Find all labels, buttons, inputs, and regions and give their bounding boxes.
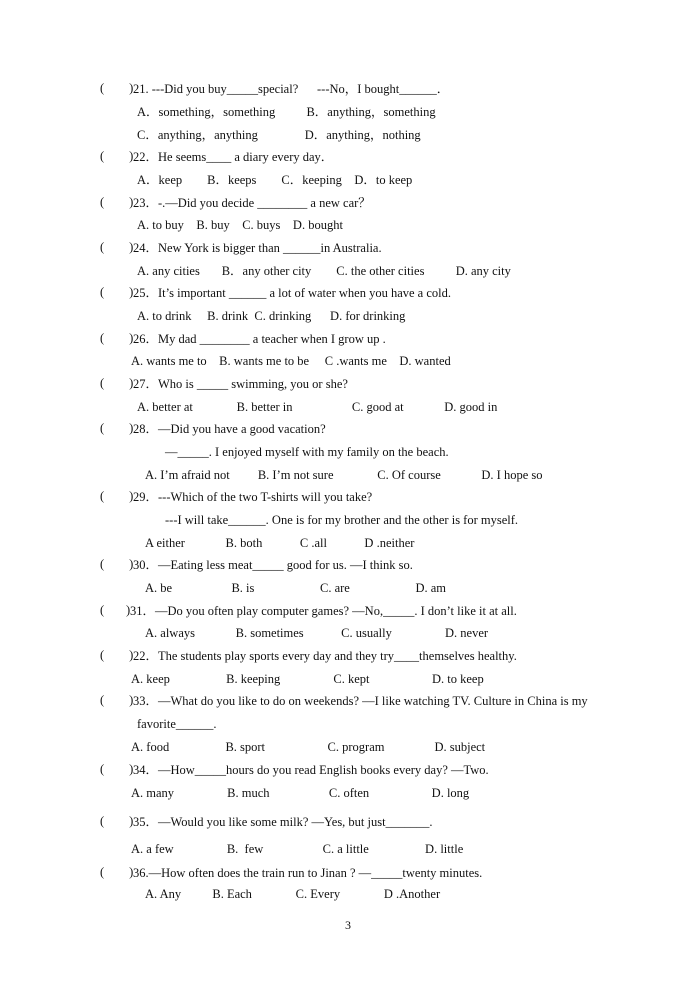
question-stem-28: 28．—Did you have a good vacation?: [133, 422, 326, 436]
answer-paren: ( ): [100, 149, 134, 163]
answer-paren: ( ): [100, 603, 131, 617]
question-continuation: favorite______.: [137, 717, 217, 731]
question-options: A．something，something B．anything，something: [137, 105, 436, 119]
question-stem-22b: 22．The students play sports every day and they try____themselves healthy.: [133, 649, 517, 663]
question-options: A．keep B．keeps C．keeping D．to keep: [137, 173, 413, 187]
question-options: A. be B. is C. are D. am: [145, 581, 447, 595]
question-options: A. I’m afraid not B. I’m not sure C. Of course D. I hope so: [145, 468, 543, 482]
question-stem-29: 29．---Which of the two T-shirts will you take?: [133, 490, 373, 504]
question-stem-36: 36.—How often does the train run to Jinan ? —_____twenty minutes.: [133, 866, 483, 880]
question-options: A. Any B. Each C. Every D .Another: [145, 887, 441, 901]
question-stem-23: 23．-.—Did you decide ________ a new car？: [133, 196, 371, 210]
question-options: A. better at B. better in C. good at D. good in: [137, 400, 498, 414]
answer-paren: ( ): [100, 81, 134, 95]
question-stem-30: 30．—Eating less meat_____ good for us. —I think so.: [133, 558, 413, 572]
answer-paren: ( ): [100, 648, 134, 662]
answer-paren: ( ): [100, 285, 134, 299]
answer-paren: ( ): [100, 421, 134, 435]
page-number: 3: [345, 918, 351, 932]
question-options: A. to buy B. buy C. buys D. bought: [137, 218, 343, 232]
answer-paren: ( ): [100, 489, 134, 503]
question-options: A. many B. much C. often D. long: [131, 786, 470, 800]
answer-paren: ( ): [100, 195, 134, 209]
question-options: A. keep B. keeping C. kept D. to keep: [131, 672, 484, 686]
question-stem-24: 24．New York is bigger than ______in Australia.: [133, 241, 382, 255]
answer-paren: ( ): [100, 762, 134, 776]
question-options: A. a few B. few C. a little D. little: [131, 842, 464, 856]
question-stem-31: 31．—Do you often play computer games? —No,_____. I don’t like it at all.: [130, 604, 517, 618]
question-stem-34: 34．—How_____hours do you read English books every day? —Two.: [133, 763, 489, 777]
question-stem-35: 35．—Would you like some milk? —Yes, but just_______.: [133, 815, 433, 829]
question-stem-22: 22．He seems____ a diary every day．: [133, 150, 334, 164]
question-stem-27: 27．Who is _____ swimming, you or she?: [133, 377, 348, 391]
question-options: A. always B. sometimes C. usually D. never: [145, 626, 489, 640]
answer-paren: ( ): [100, 557, 134, 571]
answer-paren: ( ): [100, 331, 134, 345]
question-options: A. food B. sport C. program D. subject: [131, 740, 486, 754]
question-options: C．anything，anything D．anything，nothing: [137, 128, 421, 142]
question-stem-21: 21. ---Did you buy_____special? ---No，I bought______．: [133, 82, 450, 96]
question-stem-25: 25．It’s important ______ a lot of water when you have a cold.: [133, 286, 451, 300]
answer-paren: ( ): [100, 693, 134, 707]
question-dialogue-line: —_____. I enjoyed myself with my family on the beach.: [165, 445, 449, 459]
question-stem-26: 26．My dad ________ a teacher when I grow up .: [133, 332, 386, 346]
answer-paren: ( ): [100, 814, 134, 828]
question-options: A. to drink B. drink C. drinking D. for drinking: [137, 309, 406, 323]
question-options: A either B. both C .all D .neither: [145, 536, 415, 550]
question-dialogue-line: ---I will take______. One is for my brother and the other is for myself.: [165, 513, 519, 527]
question-options: A. wants me to B. wants me to be C .wants me D. wanted: [131, 354, 451, 368]
answer-paren: ( ): [100, 240, 134, 254]
question-options: A. any cities B．any other city C. the other cities D. any city: [137, 264, 511, 278]
answer-paren: ( ): [100, 376, 134, 390]
answer-paren: ( ): [100, 865, 134, 879]
question-stem-33: 33．—What do you like to do on weekends? —I like watching TV. Culture in China is my: [133, 694, 588, 708]
